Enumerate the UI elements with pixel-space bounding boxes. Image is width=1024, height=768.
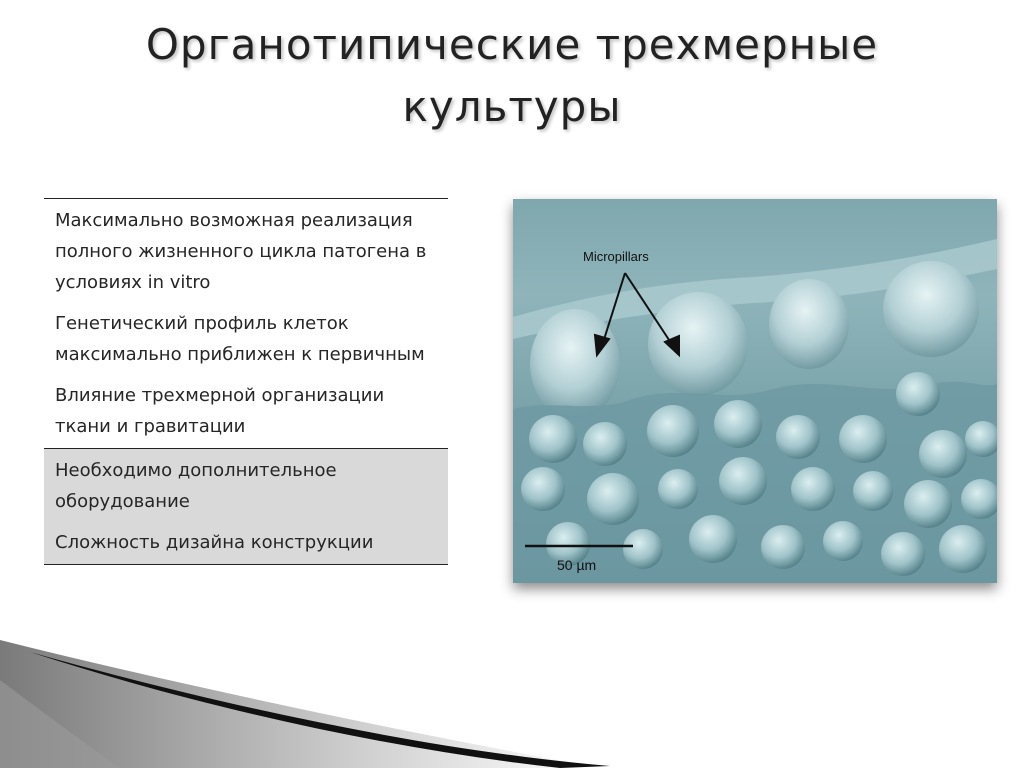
micrograph-image — [513, 199, 997, 583]
micropillar — [769, 279, 849, 369]
micropillars-label: Micropillars — [583, 249, 649, 264]
micropillar — [883, 261, 979, 357]
pro-item: Максимально возможная реализация полного жизненного цикла патогена в условиях in vitro — [55, 210, 427, 293]
con-item: Сложность дизайна конструкции — [55, 532, 374, 553]
slide-title-line-2: культуры — [402, 82, 622, 131]
decorative-corner-swoosh — [0, 640, 620, 768]
micropillar — [648, 292, 748, 396]
pro-item: Генетический профиль клеток максимально приближен к первичным — [55, 313, 425, 365]
pros-cons-table — [44, 198, 448, 565]
slide-title — [60, 14, 964, 138]
pro-item: Влияние трехмерной организации ткани и гравитации — [55, 385, 385, 437]
scale-bar-label: 50 µm — [557, 557, 597, 573]
micropillar — [530, 309, 620, 419]
con-item: Необходимо дополнительное оборудование — [55, 460, 337, 512]
cons-row — [44, 448, 448, 565]
pros-row — [44, 199, 448, 448]
sem-micrograph — [513, 199, 997, 583]
slide-title-line-1: Органотипические трехмерные — [145, 20, 879, 69]
